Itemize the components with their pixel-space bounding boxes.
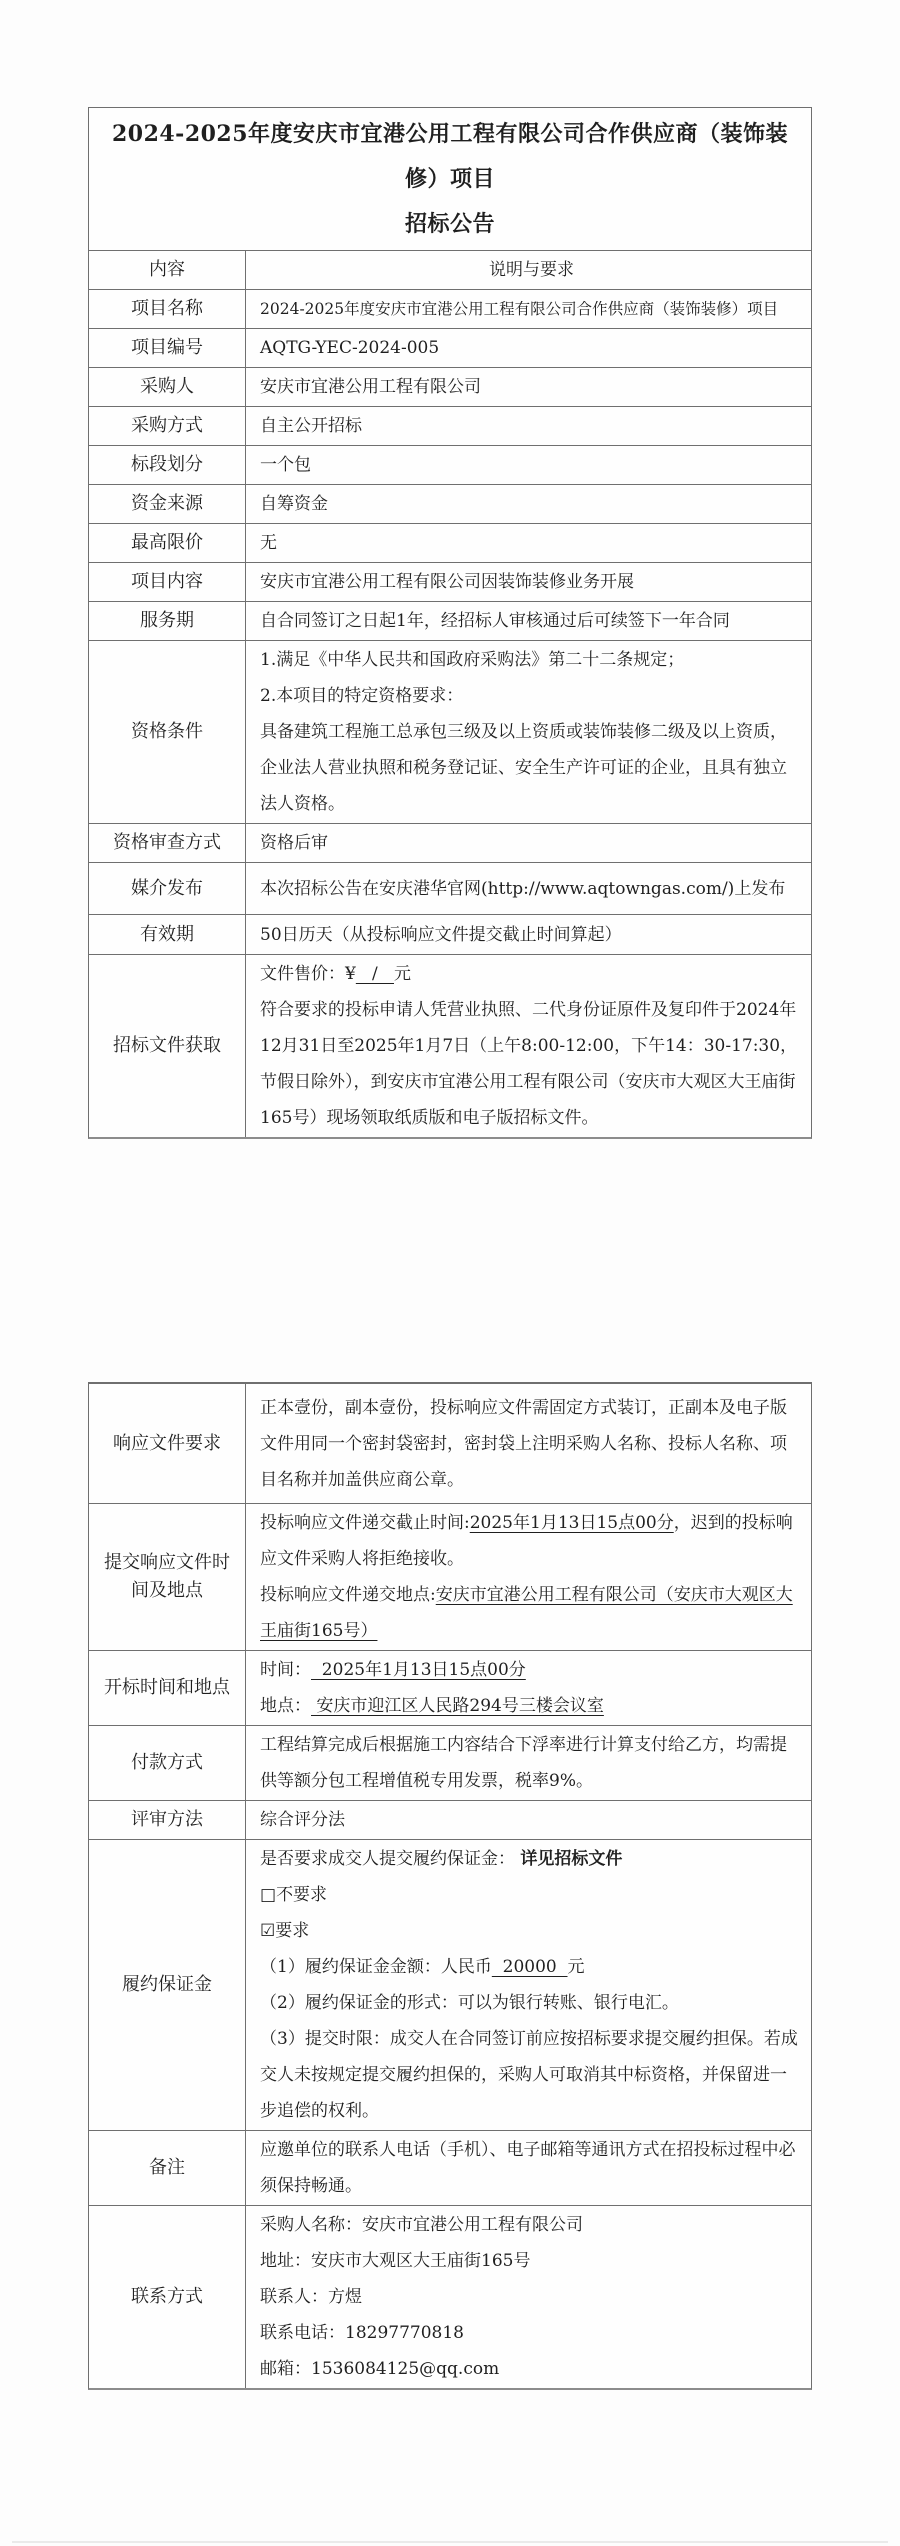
- text-segment: 地点：: [260, 1696, 311, 1716]
- table-row-submission-time-location: [89, 1503, 811, 1650]
- row-content-funding-source: [246, 485, 811, 523]
- text-segment: 2024-2025年度安庆市宜港公用工程有限公司合作供应商（装饰装修）项目: [260, 300, 779, 318]
- paragraph: [260, 917, 803, 953]
- submission-details-table: [88, 1382, 812, 2390]
- row-label-document-acquisition: 招标文件获取: [89, 955, 246, 1137]
- row-content-purchaser: [246, 368, 811, 406]
- paragraph: [260, 525, 803, 561]
- table-row-project-number: [89, 328, 811, 367]
- paragraph: [260, 825, 803, 861]
- paragraph: [260, 564, 803, 600]
- text-segment: 1.满足《中华人民共和国政府采购法》第二十二条规定；: [260, 650, 685, 670]
- row-content-project-content: [246, 563, 811, 601]
- table-row-evaluation-method: [89, 1800, 811, 1839]
- row-content-procurement-method: [246, 407, 811, 445]
- text-segment: 说明与要求: [489, 260, 574, 280]
- text-segment: 文件售价：¥: [260, 964, 356, 984]
- text-segment: 投标响应文件递交截止时间:: [260, 1513, 470, 1533]
- table-row-bid-opening-time-location: [89, 1650, 811, 1725]
- row-label-procurement-method: 采购方式: [89, 407, 246, 445]
- table-row-column-header: [89, 250, 811, 289]
- row-content-remarks: [246, 2131, 811, 2205]
- row-label-bid-sections: 标段划分: [89, 446, 246, 484]
- submission-address: 安庆市宜港公用工程有限公司（安庆市大观区大王庙街165号）: [260, 1585, 793, 1641]
- paragraph: [260, 2243, 803, 2279]
- paragraph: [260, 2132, 803, 2204]
- row-label-project-name: 项目名称: [89, 290, 246, 328]
- row-label-service-period: 服务期: [89, 602, 246, 640]
- table-row-response-document-requirements: [89, 1383, 811, 1503]
- row-label-remarks: 备注: [89, 2131, 246, 2205]
- text-segment: 50日历天（从投标响应文件提交截止时间算起）: [260, 924, 622, 945]
- paragraph: [260, 992, 803, 1136]
- text-segment: 应邀单位的联系人电话（手机）、电子邮箱等通讯方式在招投标过程中必须保持畅通。: [260, 2140, 796, 2196]
- table-row-price-ceiling: [89, 523, 811, 562]
- text-segment: 时间：: [260, 1660, 311, 1680]
- see-tender-document: 详见招标文件: [520, 1849, 623, 1869]
- text-segment: 邮箱：1536084125@qq.com: [260, 2359, 500, 2379]
- table-row-validity-period: [89, 914, 811, 954]
- paragraph: [260, 1985, 803, 2021]
- text-segment: 不要求: [276, 1885, 328, 1905]
- paragraph: [260, 2021, 803, 2129]
- paragraph: [260, 330, 803, 366]
- paragraph: [260, 1505, 803, 1577]
- table-row-media-publication: [89, 862, 811, 914]
- table-row-project-name: [89, 289, 811, 328]
- paragraph: [260, 1727, 803, 1799]
- text-segment: 采购人名称：安庆市宜港公用工程有限公司: [260, 2215, 583, 2235]
- opening-time: 2025年1月13日15点00分: [311, 1660, 526, 1680]
- row-label-response-document-requirements: 响应文件要求: [89, 1384, 246, 1503]
- text-segment: 投标响应文件递交地点:: [260, 1585, 436, 1605]
- paragraph: [260, 2279, 803, 2315]
- paragraph: [489, 252, 574, 288]
- paragraph: [260, 1688, 803, 1724]
- row-content-column-header: [246, 251, 811, 289]
- paragraph: [260, 1577, 803, 1649]
- row-label-project-content: 项目内容: [89, 563, 246, 601]
- row-content-contact-information: [246, 2206, 811, 2388]
- paragraph: [260, 2207, 803, 2243]
- row-content-media-publication: [246, 863, 811, 914]
- row-label-validity-period: 有效期: [89, 915, 246, 954]
- row-content-bid-opening-time-location: [246, 1651, 811, 1725]
- submission-deadline: 2025年1月13日15点00分: [469, 1513, 674, 1533]
- paragraph: [260, 369, 803, 405]
- paragraph: [260, 1390, 803, 1498]
- row-label-media-publication: 媒介发布: [89, 863, 246, 914]
- table-row-performance-bond: [89, 1839, 811, 2130]
- text-segment: （3）提交时限：成交人在合同签订前应按招标要求提交履约担保。若成交人未按规定提交履约担保的，采购人可取消其中标资格，并保留进一步追偿的权利。: [260, 2029, 798, 2121]
- text-segment: 安庆市宜港公用工程有限公司因装饰装修业务开展: [260, 572, 634, 592]
- row-content-validity-period: [246, 915, 811, 954]
- text-segment: 地址：安庆市大观区大王庙街165号: [260, 2251, 531, 2271]
- row-label-contact-information: 联系方式: [89, 2206, 246, 2388]
- document-price-blank: /: [355, 964, 394, 984]
- text-segment: （2）履约保证金的形式：可以为银行转账、银行电汇。: [260, 1993, 679, 2013]
- paragraph: [260, 1652, 803, 1688]
- text-segment: 综合评分法: [260, 1810, 345, 1830]
- text-segment: 无: [260, 533, 277, 553]
- row-content-qualification-review: [246, 824, 811, 862]
- bond-amount: 20000: [491, 1957, 568, 1977]
- checked-checkbox-icon: ☑: [260, 1921, 276, 1941]
- table-row-payment-method: [89, 1725, 811, 1800]
- row-content-bid-sections: [246, 446, 811, 484]
- text-segment: （1）履约保证金金额：人民币: [260, 1957, 492, 1977]
- paragraph: [260, 714, 803, 822]
- paragraph: [260, 1913, 803, 1949]
- row-label-price-ceiling: 最高限价: [89, 524, 246, 562]
- row-label-project-number: 项目编号: [89, 329, 246, 367]
- row-label-evaluation-method: 评审方法: [89, 1801, 246, 1839]
- table-row-remarks: [89, 2130, 811, 2205]
- text-segment: 本次招标公告在安庆港华官网(http://www.aqtowngas.com/)上发布: [260, 878, 786, 899]
- row-label-payment-method: 付款方式: [89, 1726, 246, 1800]
- row-label-column-header: 内容: [89, 251, 246, 289]
- paragraph: [260, 2315, 803, 2351]
- text-segment: 联系电话：18297770818: [260, 2323, 464, 2343]
- text-segment: 2.本项目的特定资格要求：: [260, 686, 464, 706]
- tender-announcement-table: [88, 107, 812, 1139]
- table-row-procurement-method: [89, 406, 811, 445]
- row-content-project-number: [246, 329, 811, 367]
- row-content-service-period: [246, 602, 811, 640]
- table-row-qualification-review: [89, 823, 811, 862]
- row-content-qualification-requirements: [246, 641, 811, 823]
- text-segment: 自合同签订之日起1年，经招标人审核通过后可续签下一年合同: [260, 611, 730, 631]
- text-segment: 要求: [275, 1921, 310, 1941]
- table-row-document-acquisition: [89, 954, 811, 1137]
- text-segment: ，迟到的投标响应文件采购人将拒绝接收。: [260, 1513, 793, 1569]
- row-content-performance-bond: [246, 1840, 811, 2130]
- row-label-bid-opening-time-location: 开标时间和地点: [89, 1651, 246, 1725]
- paragraph: [260, 447, 803, 483]
- unchecked-checkbox-icon: □: [260, 1885, 277, 1905]
- table-row-service-period: [89, 601, 811, 640]
- paragraph: [260, 871, 803, 907]
- row-label-submission-time-location: 提交响应文件时间及地点: [89, 1504, 246, 1650]
- row-label-funding-source: 资金来源: [89, 485, 246, 523]
- row-label-performance-bond: 履约保证金: [89, 1840, 246, 2130]
- row-content-payment-method: [246, 1726, 811, 1800]
- text-segment: 正本壹份，副本壹份，投标响应文件需固定方式装订，正副本及电子版文件用同一个密封袋密封，密封袋上注明采购人名称、投标人名称、项目名称并加盖供应商公章。: [260, 1397, 787, 1490]
- text-segment: 资格后审: [260, 833, 328, 853]
- text-segment: 元: [567, 1957, 585, 1977]
- text-segment: 符合要求的投标申请人凭营业执照、二代身份证原件及复印件于2024年12月31日至2025年1月7日（上午8:00-12:00，下午14：30-17:30，节假日除外），到安庆市宜港公用工程有限公司（安庆市大观区大王庙街165号）现场领取纸质版和电子版招标文件。: [260, 1000, 798, 1128]
- paragraph: [260, 486, 803, 522]
- row-content-response-document-requirements: [246, 1384, 811, 1503]
- text-segment: 自筹资金: [260, 494, 328, 514]
- table-row-project-content: [89, 562, 811, 601]
- text-segment: 自主公开招标: [260, 416, 362, 436]
- row-label-qualification-review: 资格审查方式: [89, 824, 246, 862]
- paragraph: [260, 1841, 803, 1877]
- text-segment: 是否要求成交人提交履约保证金：: [260, 1849, 521, 1869]
- paragraph: [260, 291, 803, 327]
- paragraph: [260, 1877, 803, 1913]
- paragraph: [260, 956, 803, 992]
- text-segment: 元: [393, 964, 411, 984]
- table-row-funding-source: [89, 484, 811, 523]
- row-label-qualification-requirements: 资格条件: [89, 641, 246, 823]
- scan-artifact-line: [12, 2541, 888, 2543]
- document-title-line-1: 2024-2025年度安庆市宜港公用工程有限公司合作供应商（装饰装修）项目: [111, 121, 789, 192]
- text-segment: 一个包: [260, 455, 311, 475]
- document-title-line-2: 招标公告: [404, 211, 495, 237]
- paragraph: [260, 1949, 803, 1985]
- row-content-evaluation-method: [246, 1801, 811, 1839]
- row-label-purchaser: 采购人: [89, 368, 246, 406]
- row-content-document-acquisition: [246, 955, 811, 1137]
- row-content-submission-time-location: [246, 1504, 811, 1650]
- table-row-qualification-requirements: [89, 640, 811, 823]
- paragraph: [260, 408, 803, 444]
- paragraph: [260, 2351, 803, 2387]
- document-title: [89, 108, 811, 250]
- paragraph: [260, 642, 803, 678]
- text-segment: AQTG-YEC-2024-005: [260, 338, 440, 358]
- row-content-project-name: [246, 290, 811, 328]
- text-segment: 安庆市宜港公用工程有限公司: [260, 377, 481, 397]
- table-row-bid-sections: [89, 445, 811, 484]
- table-row-contact-information: [89, 2205, 811, 2388]
- opening-location: 安庆市迎江区人民路294号三楼会议室: [311, 1696, 604, 1716]
- text-segment: 具备建筑工程施工总承包三级及以上资质或装饰装修二级及以上资质，企业法人营业执照和税务登记证、安全生产许可证的企业，且具有独立法人资格。: [260, 722, 787, 814]
- row-content-price-ceiling: [246, 524, 811, 562]
- text-segment: 工程结算完成后根据施工内容结合下浮率进行计算支付给乙方，均需提供等额分包工程增值税专用发票，税率9%。: [260, 1735, 787, 1791]
- paragraph: [260, 678, 803, 714]
- paragraph: [260, 603, 803, 639]
- table-row-purchaser: [89, 367, 811, 406]
- paragraph: [260, 1802, 803, 1838]
- text-segment: 联系人：方煜: [260, 2287, 362, 2307]
